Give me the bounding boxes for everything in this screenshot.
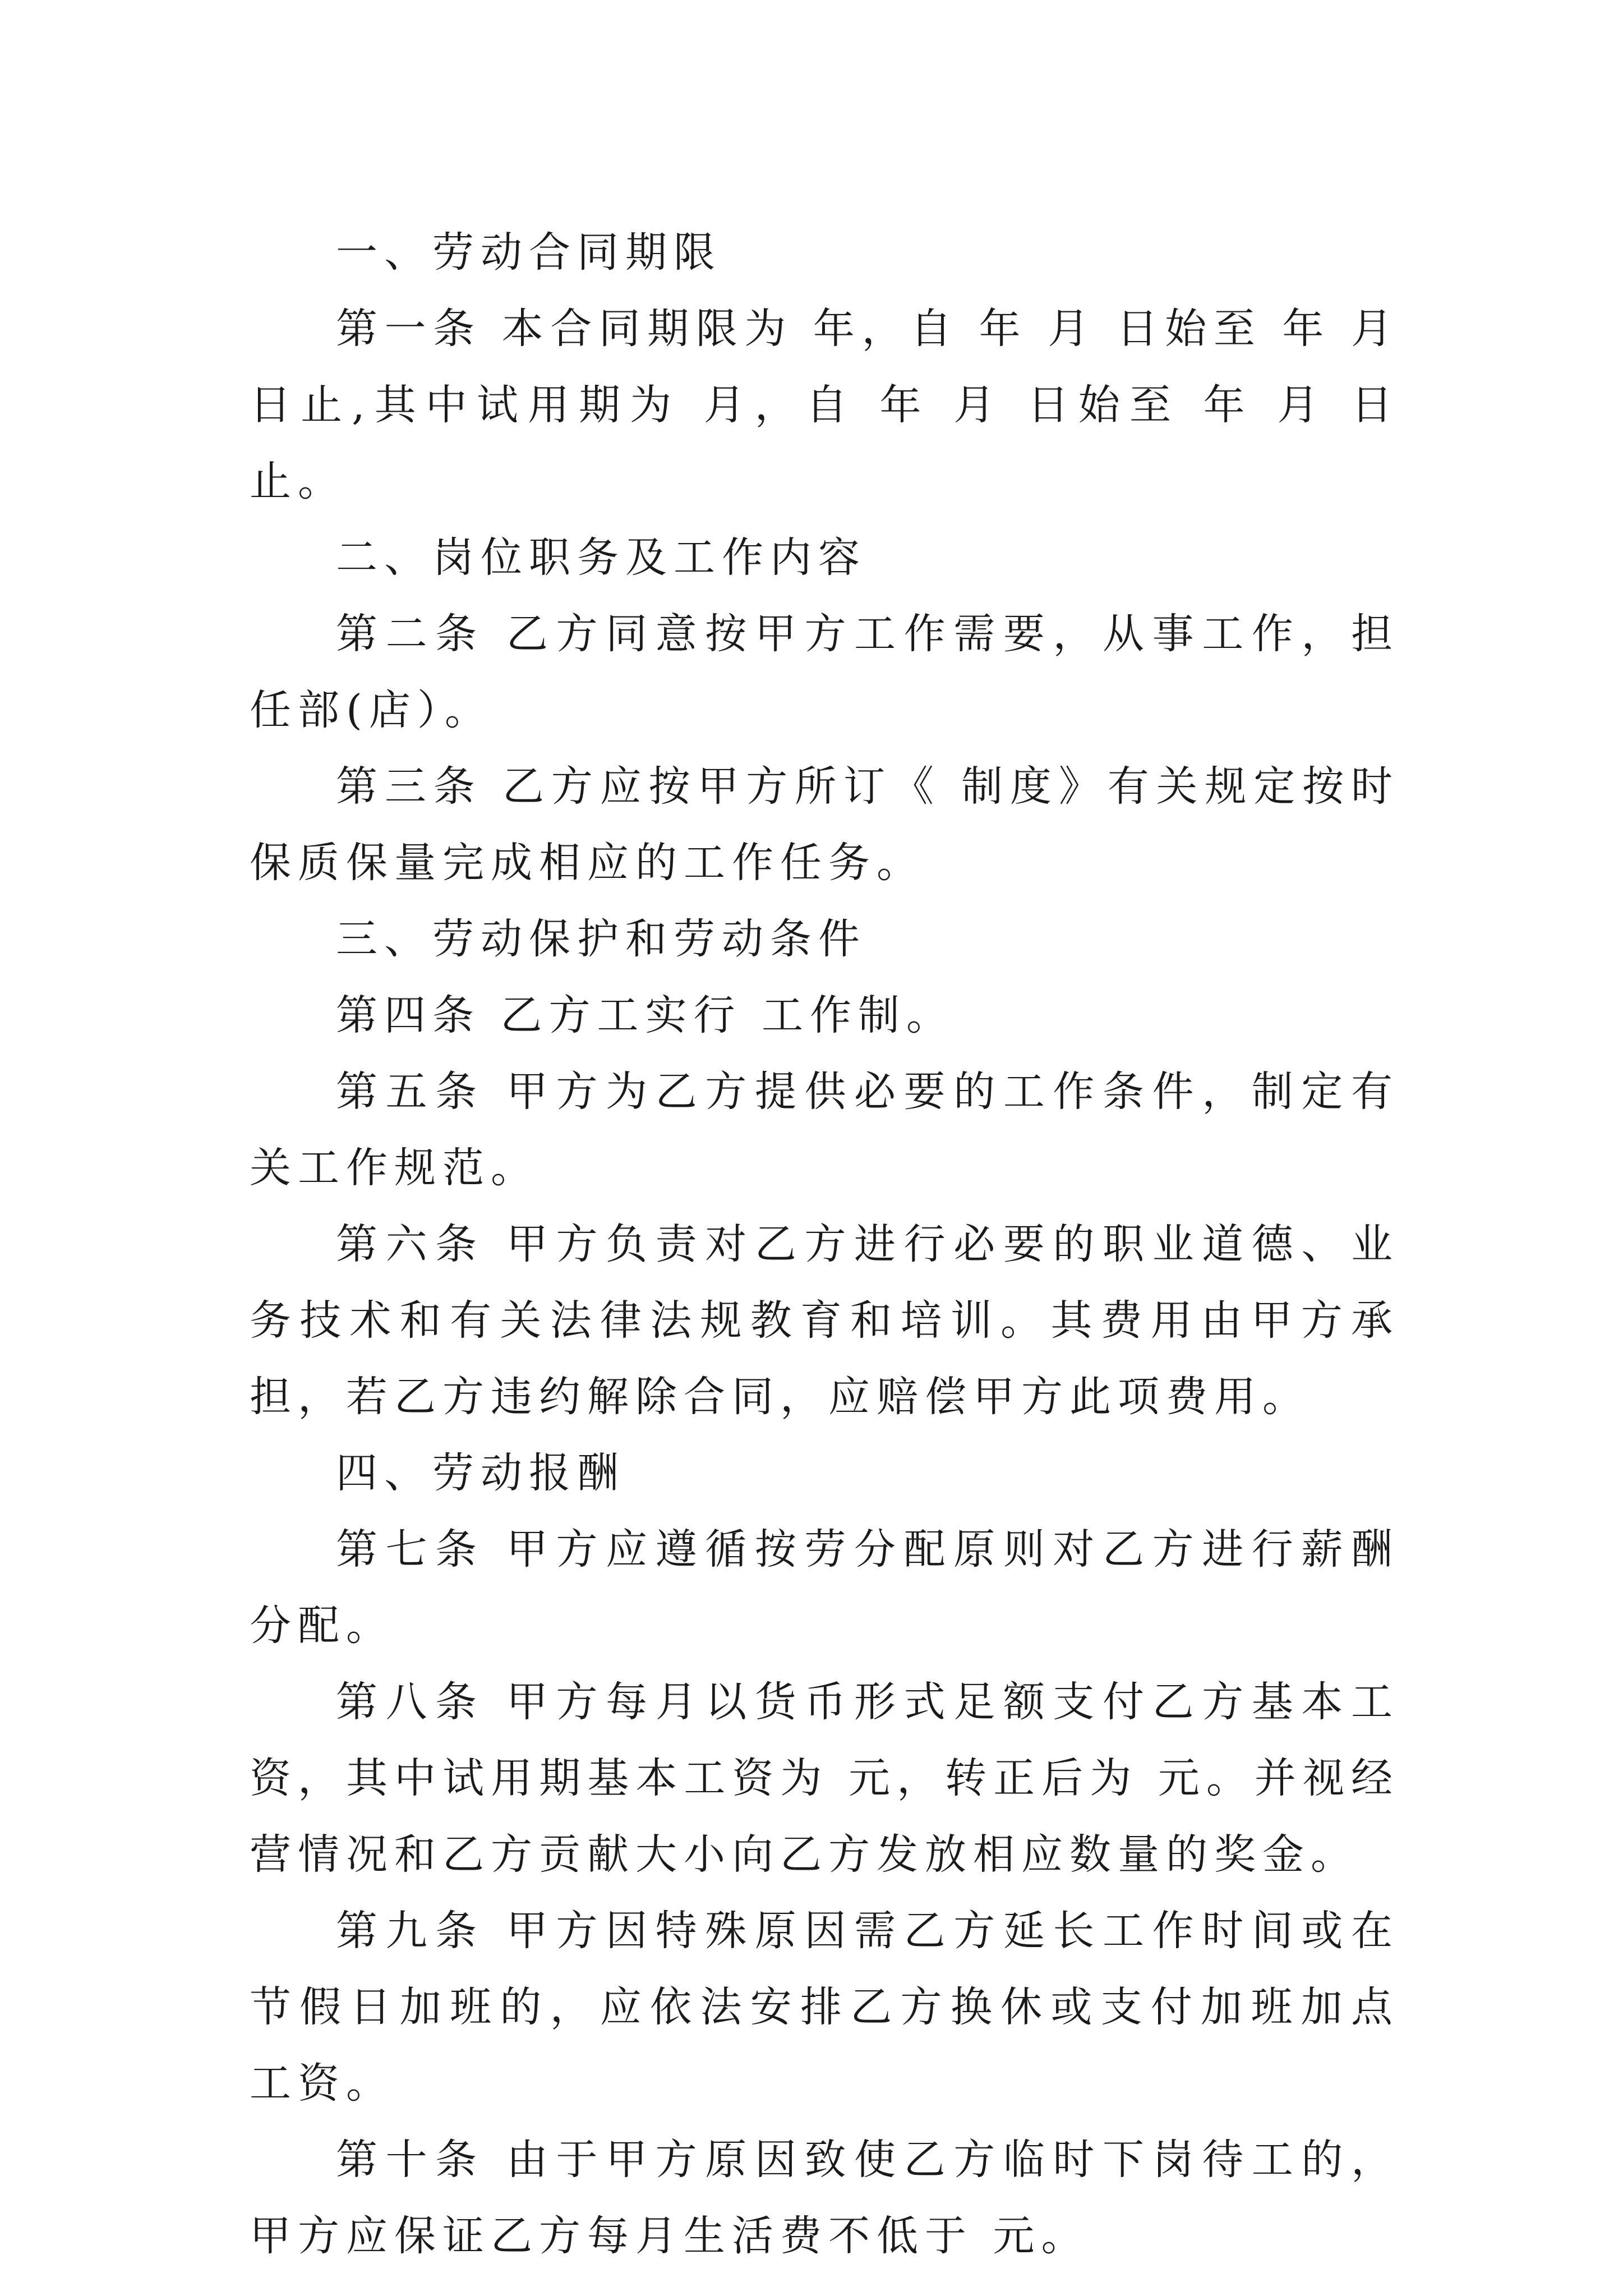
section-heading-labor-protection: 三、劳动保护和劳动条件 bbox=[336, 915, 866, 963]
section-heading-contract-term: 一、劳动合同期限 bbox=[336, 228, 722, 277]
article-5: 第五条 甲方为乙方提供必要的工作条件，制定有关工作规范。 bbox=[250, 1068, 1399, 1192]
article-6: 第六条 甲方负责对乙方进行必要的职业道德、业务技术和有关法律法规教育和培训。其费用由甲方承担，若乙方违约解除合同，应赔偿甲方此项费用。 bbox=[250, 1220, 1399, 1421]
article-4: 第四条 乙方工实行 工作制。 bbox=[336, 991, 955, 1039]
article-9: 第九条 甲方因特殊原因需乙方延长工作时间或在节假日加班的，应依法安排乙方换休或支付加班加点工资。 bbox=[250, 1907, 1399, 2108]
article-10: 第十条 由于甲方原因致使乙方临时下岗待工的，甲方应保证乙方每月生活费不低于 元。 bbox=[250, 2136, 1399, 2260]
article-3: 第三条 乙方应按甲方所订《 制度》有关规定按时保质保量完成相应的工作任务。 bbox=[250, 762, 1399, 887]
article-7: 第七条 甲方应遵循按劳分配原则对乙方进行薪酬分配。 bbox=[250, 1525, 1399, 1650]
article-8: 第八条 甲方每月以货币形式足额支付乙方基本工资，其中试用期基本工资为 元，转正后为 元。并视经营情况和乙方贡献大小向乙方发放相应数量的奖金。 bbox=[250, 1678, 1399, 1879]
article-1: 第一条 本合同期限为 年，自 年 月 日始至 年 月 日止,其中试用期为 月，自 年 月 日始至 年 月 日 止。 bbox=[250, 305, 1419, 505]
section-heading-remuneration: 四、劳动报酬 bbox=[336, 1449, 625, 1497]
section-heading-position: 二、岗位职务及工作内容 bbox=[336, 533, 866, 582]
article-2: 第二条 乙方同意按甲方工作需要，从事工作，担任部(店）。 bbox=[250, 610, 1399, 734]
contract-body bbox=[250, 214, 1419, 2274]
